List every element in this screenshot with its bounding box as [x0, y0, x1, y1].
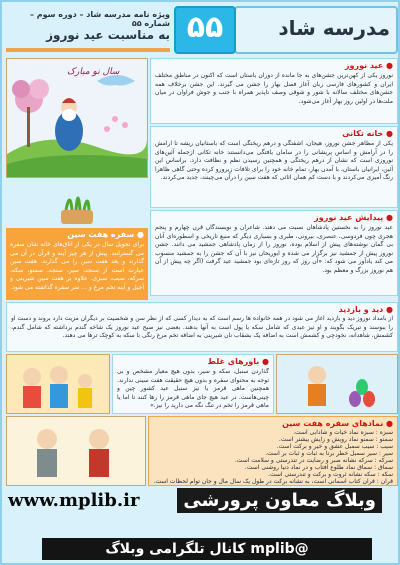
- masthead-box: [234, 6, 398, 54]
- section-body: یکی از مظاهر جشن نوروز، هیجان، آشفتگی و درهم ریختگی است که باستانیان ریشه تا آرامش را در آرامش و اساس پریشانی را در سامان یافتگی می‌دانستند خانه تکانی ازجمله آئین‌های نوروزی است که نشان از درهم ریختگی و همچنین رسیدن نظم و نظافت دارد. براساس این آئین، ایرانیان باستان، با آمدن بهار، تمام خانه خود را برای تلافات زیرورو کرده وحتی گاهی ظاهرا رنگ آمیزی می‌کردند و با دست کم همان اثاثی که هفت سین را درآن می‌چینند، جدید می‌کردند.: [155, 140, 393, 182]
- list-item: سیر : سیر سمبل خطر برتا به ثبات و ثبات بر است.: [265, 450, 393, 457]
- section-nowruz: [150, 58, 398, 124]
- list-item: قرآن : قرآن کتاب آسمانی است، به نشانه برکت در طول یک سال مال و جان توام لحظات است.: [153, 478, 393, 485]
- elders-cartoon-image: [6, 416, 146, 486]
- issue-number: ۵۵: [186, 10, 224, 45]
- list-item: سماق : سماق نماد طلوع آفتاب و در نماد دنیا روشنی است.: [244, 464, 393, 471]
- list-item: سکه : سکه نشانه ثروت و برکت و تندرستی است.: [268, 471, 393, 478]
- section-body: عید نوروز را به نخستین پادشاهان نسبت می دهند. شاعران و نویسندگان قرن چهارم و پنجم هجری چون فردوسی، عنصری، بیرونی، طبری و بسیاری دیگر که منبع تاریخی و اسطوره‌ای آنان بی گمان نوشته‌های پیش از اسلام بوده، نوروز را از زمان پادشاهی جمشید می دانند. جشن نوروز پیش از جمشید نیز برگزار می شده و ابوریحان نیز با آن که جشن را به جمشید منسوب می کند یادآور می شود که: «آن روز که روز تازه‌ای بود جمشید عید گرفت (اگر چه پیش از آن هم نوروز بزرگ و معظم بود.: [155, 224, 393, 274]
- section-body: نوروز یکی از کهن‌ترین جشن‌های به جا مانده از دوران باستان است که اکنون در مناطق مختلف ایران و کشورهای فارسی زبان آغاز فصل بهار را جشن می گیرند. این جشن برخلاف همه جشن‌های مختلف سالانه با شور و شوقی وصف ناپذیر همراه با جنب و جوش فراوان در میان ملت‌ها در اولین روز بهار آغاز می‌شود.: [155, 72, 393, 105]
- page-title: مدرسه شاد: [278, 16, 390, 40]
- footer-blog-name: وبلاگ معاون پرورشی: [177, 488, 382, 513]
- subtitle: به مناسبت عید نوروز: [46, 28, 170, 42]
- sprout-icon: [6, 182, 148, 226]
- section-house-cleaning: [150, 126, 398, 208]
- section-title: ● دید و بازدید: [338, 305, 393, 314]
- list-item: سبزه : سبزه نماد خیات و شادابی است.: [293, 429, 393, 436]
- section-title: ● خانه تکانی: [342, 129, 393, 138]
- footer-url[interactable]: www.mplib.ir: [8, 490, 140, 511]
- list-item: سیب : سیب سمبل عشق و خیر و برکت است.: [276, 443, 393, 450]
- section-title: ● نمادهای سفره هفت سین: [282, 419, 393, 428]
- section-title: ● باورهای غلط: [207, 357, 269, 366]
- section-title: ● سفره هفت سین: [67, 230, 144, 239]
- haftsin-plant-image: [6, 182, 148, 226]
- family-cartoon-image: [6, 354, 110, 414]
- section-myths: [112, 354, 274, 414]
- section-title: ● عید نوروز: [344, 61, 393, 70]
- header: [6, 6, 398, 54]
- elders-cartoon-art: [7, 417, 145, 485]
- symbols-list: [153, 429, 393, 485]
- section-haftsin-symbols: [148, 416, 398, 486]
- issue-line: ویژه نامه مدرسه شاد – دوره سوم – شماره ۵۵: [29, 10, 170, 28]
- family-cartoon-art: [7, 355, 109, 413]
- issue-number-box: [174, 6, 236, 54]
- section-body: از بامداد نوروز دید و بازدید آغاز می شود در همه خانواده ها رسم است که به دیدار کسی که از نظر سن و شخصیت بر دیگران مزیت دارد بروند و دست او را ببوسند و تبریک بگویند و او نیز عیدی که شامل سکه یا پول است به آنها بدهند. بعضی نیز صبح عید نوروز یک شاخه گندم برداشته که شامل گندم، کشمش، شاهدانه، نخودچی و کشمش است به اضافه یک بشقاب نان شیرینی به اضافه تخم مرغ رنگی با سکه به کوچک ترها می دهند.: [11, 315, 393, 340]
- list-item: سمنو : سمنو نماد رویش و زایش بیشتر است.: [278, 436, 393, 443]
- list-item: سرکه : سرکه نشانه صبر و رضایت در تندرستی و سلامت است.: [234, 457, 393, 464]
- child-cartoon-art: [277, 355, 397, 413]
- section-haftsin-table: [6, 228, 148, 300]
- section-body: گذاردن سنبل، سکه و سیر، بدون هیچ معیار مشخص و بی توجه به محتوای سفره و بدون هیچ حقیقت هفت سینی ندارند. همچنین ماهی قرمز یا نیز سنبل عید کشور چین و چینی‌هاست. در عید هیچ جای ماهی قرمز را رها کنند تا اما یا ماهی قرمز را تخم در تنگ نگه می دارید را نیز.»: [117, 368, 269, 410]
- section-title: ● پیدایش عید نوروز: [314, 213, 393, 222]
- child-cartoon-image: [276, 354, 398, 414]
- footer-telegram-channel[interactable]: @mplib کانال تلگرامی وبلاگ: [42, 538, 372, 560]
- section-visits: [6, 302, 398, 352]
- header-divider: [6, 48, 170, 52]
- nowruz-illustration: [6, 58, 148, 178]
- section-body: برای تحویل سال در یکی از اتاق‌های خانه شان سفره می گسترانند. پیش از هر چیز آینه و قرآن در آن می گذارند و بعد هفت سین را می گذارند. هفت سین عبارت است از سنجد، سیر، سنجد، سمنو، سکه، سرکه، سیب، سبزی. علاوه بر هفت سین شیرینی و آجیل و آینه تخم مرغ و ... سر سفره گذاشته می شود.: [10, 241, 144, 291]
- section-origin: [150, 210, 398, 296]
- image-caption: سال نو مبارک: [67, 67, 120, 77]
